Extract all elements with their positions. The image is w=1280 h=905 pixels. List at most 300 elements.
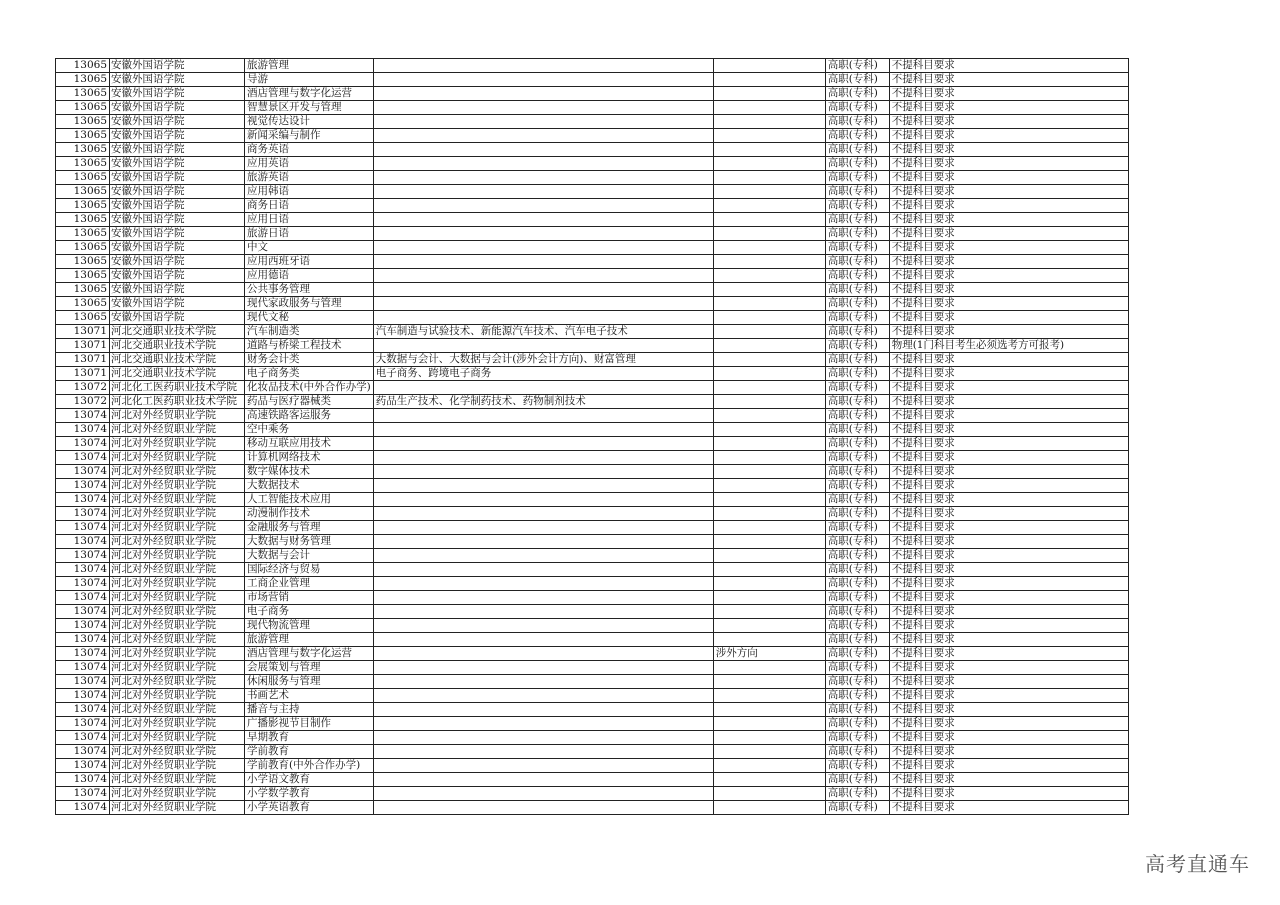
remark-cell — [713, 367, 825, 381]
remark-cell — [713, 773, 825, 787]
subject-requirement-cell: 不提科目要求 — [889, 465, 1128, 479]
table-row — [56, 451, 1129, 465]
remark-cell — [713, 311, 825, 325]
included-majors-cell — [373, 507, 713, 521]
subject-requirement-cell: 不提科目要求 — [889, 661, 1128, 675]
major-name-cell: 学前教育(中外合作办学) — [245, 759, 374, 773]
included-majors-cell — [373, 101, 713, 115]
school-code-cell: 13065 — [56, 171, 110, 185]
school-code-cell: 13074 — [56, 409, 110, 423]
level-cell: 高职(专科) — [825, 129, 889, 143]
school-name-cell: 河北对外经贸职业学院 — [110, 675, 245, 689]
subject-requirement-cell: 不提科目要求 — [889, 353, 1128, 367]
included-majors-cell — [373, 689, 713, 703]
included-majors-cell — [373, 73, 713, 87]
major-name-cell: 应用西班牙语 — [245, 255, 374, 269]
school-name-cell: 安徽外国语学院 — [110, 157, 245, 171]
remark-cell — [713, 745, 825, 759]
major-name-cell: 广播影视节目制作 — [245, 717, 374, 731]
school-code-cell: 13065 — [56, 185, 110, 199]
school-name-cell: 河北对外经贸职业学院 — [110, 731, 245, 745]
level-cell: 高职(专科) — [825, 605, 889, 619]
school-code-cell: 13074 — [56, 703, 110, 717]
major-name-cell: 旅游英语 — [245, 171, 374, 185]
table-body — [56, 59, 1129, 815]
remark-cell — [713, 717, 825, 731]
major-name-cell: 应用英语 — [245, 157, 374, 171]
table-row — [56, 507, 1129, 521]
level-cell: 高职(专科) — [825, 591, 889, 605]
subject-requirement-cell: 不提科目要求 — [889, 171, 1128, 185]
school-code-cell: 13065 — [56, 199, 110, 213]
table-row — [56, 213, 1129, 227]
school-name-cell: 河北化工医药职业技术学院 — [110, 381, 245, 395]
level-cell: 高职(专科) — [825, 241, 889, 255]
included-majors-cell — [373, 227, 713, 241]
school-code-cell: 13074 — [56, 787, 110, 801]
subject-requirement-cell: 不提科目要求 — [889, 619, 1128, 633]
subject-requirement-cell: 不提科目要求 — [889, 591, 1128, 605]
subject-requirement-cell: 不提科目要求 — [889, 801, 1128, 815]
school-code-cell: 13074 — [56, 717, 110, 731]
table-row — [56, 241, 1129, 255]
remark-cell — [713, 633, 825, 647]
remark-cell — [713, 605, 825, 619]
included-majors-cell — [373, 311, 713, 325]
school-code-cell: 13074 — [56, 493, 110, 507]
included-majors-cell — [373, 129, 713, 143]
subject-requirement-cell: 不提科目要求 — [889, 143, 1128, 157]
remark-cell — [713, 199, 825, 213]
level-cell: 高职(专科) — [825, 577, 889, 591]
level-cell: 高职(专科) — [825, 199, 889, 213]
school-code-cell: 13074 — [56, 759, 110, 773]
table-row — [56, 675, 1129, 689]
major-name-cell: 现代家政服务与管理 — [245, 297, 374, 311]
subject-requirement-cell: 不提科目要求 — [889, 745, 1128, 759]
level-cell: 高职(专科) — [825, 339, 889, 353]
remark-cell — [713, 227, 825, 241]
school-code-cell: 13074 — [56, 549, 110, 563]
remark-cell — [713, 591, 825, 605]
school-name-cell: 安徽外国语学院 — [110, 129, 245, 143]
major-name-cell: 新闻采编与制作 — [245, 129, 374, 143]
major-name-cell: 计算机网络技术 — [245, 451, 374, 465]
level-cell: 高职(专科) — [825, 465, 889, 479]
school-code-cell: 13065 — [56, 143, 110, 157]
level-cell: 高职(专科) — [825, 73, 889, 87]
table-row — [56, 255, 1129, 269]
school-name-cell: 安徽外国语学院 — [110, 143, 245, 157]
table-row — [56, 199, 1129, 213]
table-row — [56, 759, 1129, 773]
table-row — [56, 633, 1129, 647]
level-cell: 高职(专科) — [825, 787, 889, 801]
subject-requirement-cell: 不提科目要求 — [889, 773, 1128, 787]
school-name-cell: 河北对外经贸职业学院 — [110, 759, 245, 773]
table-row — [56, 87, 1129, 101]
school-code-cell: 13065 — [56, 59, 110, 73]
included-majors-cell — [373, 241, 713, 255]
major-name-cell: 大数据与会计 — [245, 549, 374, 563]
table-row — [56, 493, 1129, 507]
school-code-cell: 13074 — [56, 451, 110, 465]
school-name-cell: 河北对外经贸职业学院 — [110, 661, 245, 675]
included-majors-cell — [373, 703, 713, 717]
remark-cell — [713, 689, 825, 703]
subject-requirement-cell: 不提科目要求 — [889, 535, 1128, 549]
remark-cell — [713, 759, 825, 773]
major-name-cell: 公共事务管理 — [245, 283, 374, 297]
included-majors-cell — [373, 451, 713, 465]
school-code-cell: 13072 — [56, 381, 110, 395]
subject-requirement-cell: 物理(1门科目考生必须选考方可报考) — [889, 339, 1128, 353]
table-row — [56, 171, 1129, 185]
school-code-cell: 13074 — [56, 577, 110, 591]
subject-requirement-cell: 不提科目要求 — [889, 59, 1128, 73]
subject-requirement-cell: 不提科目要求 — [889, 493, 1128, 507]
school-code-cell: 13065 — [56, 213, 110, 227]
level-cell: 高职(专科) — [825, 773, 889, 787]
included-majors-cell — [373, 255, 713, 269]
remark-cell — [713, 325, 825, 339]
remark-cell — [713, 339, 825, 353]
table-row — [56, 353, 1129, 367]
subject-requirement-cell: 不提科目要求 — [889, 101, 1128, 115]
subject-requirement-cell: 不提科目要求 — [889, 157, 1128, 171]
school-name-cell: 安徽外国语学院 — [110, 185, 245, 199]
table-row — [56, 409, 1129, 423]
subject-requirement-cell: 不提科目要求 — [889, 255, 1128, 269]
table-row — [56, 689, 1129, 703]
remark-cell — [713, 535, 825, 549]
subject-requirement-cell: 不提科目要求 — [889, 675, 1128, 689]
table-row — [56, 787, 1129, 801]
included-majors-cell — [373, 465, 713, 479]
level-cell: 高职(专科) — [825, 185, 889, 199]
remark-cell — [713, 157, 825, 171]
school-code-cell: 13065 — [56, 129, 110, 143]
subject-requirement-cell: 不提科目要求 — [889, 115, 1128, 129]
school-name-cell: 河北对外经贸职业学院 — [110, 493, 245, 507]
school-name-cell: 河北交通职业技术学院 — [110, 353, 245, 367]
subject-requirement-cell: 不提科目要求 — [889, 633, 1128, 647]
subject-requirement-cell: 不提科目要求 — [889, 689, 1128, 703]
subject-requirement-cell: 不提科目要求 — [889, 409, 1128, 423]
school-code-cell: 13074 — [56, 423, 110, 437]
table-row — [56, 115, 1129, 129]
level-cell: 高职(专科) — [825, 633, 889, 647]
level-cell: 高职(专科) — [825, 647, 889, 661]
major-name-cell: 电子商务 — [245, 605, 374, 619]
table-row — [56, 297, 1129, 311]
school-name-cell: 河北对外经贸职业学院 — [110, 773, 245, 787]
included-majors-cell — [373, 717, 713, 731]
remark-cell — [713, 409, 825, 423]
table-row — [56, 157, 1129, 171]
school-code-cell: 13074 — [56, 507, 110, 521]
major-name-cell: 金融服务与管理 — [245, 521, 374, 535]
school-name-cell: 安徽外国语学院 — [110, 199, 245, 213]
school-code-cell: 13074 — [56, 773, 110, 787]
subject-requirement-cell: 不提科目要求 — [889, 731, 1128, 745]
major-name-cell: 小学数学教育 — [245, 787, 374, 801]
school-name-cell: 安徽外国语学院 — [110, 101, 245, 115]
subject-requirement-cell: 不提科目要求 — [889, 521, 1128, 535]
school-name-cell: 河北对外经贸职业学院 — [110, 717, 245, 731]
subject-requirement-cell: 不提科目要求 — [889, 381, 1128, 395]
school-name-cell: 河北化工医药职业技术学院 — [110, 395, 245, 409]
school-code-cell: 13074 — [56, 591, 110, 605]
level-cell: 高职(专科) — [825, 227, 889, 241]
major-name-cell: 酒店管理与数字化运营 — [245, 647, 374, 661]
major-name-cell: 休闲服务与管理 — [245, 675, 374, 689]
included-majors-cell — [373, 535, 713, 549]
school-name-cell: 安徽外国语学院 — [110, 171, 245, 185]
school-name-cell: 河北对外经贸职业学院 — [110, 633, 245, 647]
included-majors-cell — [373, 759, 713, 773]
table-row — [56, 773, 1129, 787]
included-majors-cell — [373, 661, 713, 675]
level-cell: 高职(专科) — [825, 479, 889, 493]
remark-cell — [713, 381, 825, 395]
included-majors-cell — [373, 549, 713, 563]
major-name-cell: 动漫制作技术 — [245, 507, 374, 521]
school-name-cell: 安徽外国语学院 — [110, 311, 245, 325]
subject-requirement-cell: 不提科目要求 — [889, 269, 1128, 283]
subject-requirement-cell: 不提科目要求 — [889, 185, 1128, 199]
remark-cell — [713, 283, 825, 297]
level-cell: 高职(专科) — [825, 801, 889, 815]
major-name-cell: 会展策划与管理 — [245, 661, 374, 675]
level-cell: 高职(专科) — [825, 759, 889, 773]
included-majors-cell — [373, 143, 713, 157]
school-code-cell: 13065 — [56, 87, 110, 101]
remark-cell — [713, 423, 825, 437]
remark-cell — [713, 213, 825, 227]
subject-requirement-cell: 不提科目要求 — [889, 199, 1128, 213]
school-code-cell: 13065 — [56, 241, 110, 255]
school-name-cell: 安徽外国语学院 — [110, 73, 245, 87]
remark-cell — [713, 577, 825, 591]
level-cell: 高职(专科) — [825, 59, 889, 73]
included-majors-cell — [373, 647, 713, 661]
school-name-cell: 安徽外国语学院 — [110, 297, 245, 311]
subject-requirement-cell: 不提科目要求 — [889, 395, 1128, 409]
subject-requirement-cell: 不提科目要求 — [889, 227, 1128, 241]
school-code-cell: 13074 — [56, 633, 110, 647]
level-cell: 高职(专科) — [825, 367, 889, 381]
major-name-cell: 小学英语教育 — [245, 801, 374, 815]
included-majors-cell: 汽车制造与试验技术、新能源汽车技术、汽车电子技术 — [373, 325, 713, 339]
level-cell: 高职(专科) — [825, 409, 889, 423]
school-code-cell: 13065 — [56, 269, 110, 283]
level-cell: 高职(专科) — [825, 269, 889, 283]
major-name-cell: 化妆品技术(中外合作办学) — [245, 381, 374, 395]
remark-cell — [713, 661, 825, 675]
level-cell: 高职(专科) — [825, 101, 889, 115]
subject-requirement-cell: 不提科目要求 — [889, 717, 1128, 731]
school-name-cell: 安徽外国语学院 — [110, 87, 245, 101]
subject-requirement-cell: 不提科目要求 — [889, 241, 1128, 255]
school-name-cell: 安徽外国语学院 — [110, 227, 245, 241]
school-code-cell: 13065 — [56, 255, 110, 269]
subject-requirement-cell: 不提科目要求 — [889, 213, 1128, 227]
remark-cell — [713, 703, 825, 717]
level-cell: 高职(专科) — [825, 563, 889, 577]
table-row — [56, 605, 1129, 619]
subject-requirement-cell: 不提科目要求 — [889, 563, 1128, 577]
major-name-cell: 视觉传达设计 — [245, 115, 374, 129]
remark-cell: 涉外方向 — [713, 647, 825, 661]
level-cell: 高职(专科) — [825, 507, 889, 521]
table-row — [56, 367, 1129, 381]
level-cell: 高职(专科) — [825, 283, 889, 297]
level-cell: 高职(专科) — [825, 689, 889, 703]
school-name-cell: 安徽外国语学院 — [110, 255, 245, 269]
subject-requirement-cell: 不提科目要求 — [889, 647, 1128, 661]
subject-requirement-cell: 不提科目要求 — [889, 437, 1128, 451]
remark-cell — [713, 507, 825, 521]
remark-cell — [713, 787, 825, 801]
remark-cell — [713, 675, 825, 689]
table-row — [56, 437, 1129, 451]
included-majors-cell — [373, 773, 713, 787]
included-majors-cell — [373, 437, 713, 451]
level-cell: 高职(专科) — [825, 423, 889, 437]
remark-cell — [713, 549, 825, 563]
major-name-cell: 智慧景区开发与管理 — [245, 101, 374, 115]
included-majors-cell — [373, 801, 713, 815]
table-row — [56, 577, 1129, 591]
level-cell: 高职(专科) — [825, 437, 889, 451]
subject-requirement-cell: 不提科目要求 — [889, 367, 1128, 381]
included-majors-cell — [373, 619, 713, 633]
level-cell: 高职(专科) — [825, 325, 889, 339]
school-code-cell: 13072 — [56, 395, 110, 409]
subject-requirement-cell: 不提科目要求 — [889, 507, 1128, 521]
school-name-cell: 河北对外经贸职业学院 — [110, 465, 245, 479]
school-name-cell: 河北对外经贸职业学院 — [110, 591, 245, 605]
table-row — [56, 549, 1129, 563]
level-cell: 高职(专科) — [825, 717, 889, 731]
school-name-cell: 河北交通职业技术学院 — [110, 325, 245, 339]
level-cell: 高职(专科) — [825, 703, 889, 717]
major-name-cell: 早期教育 — [245, 731, 374, 745]
major-name-cell: 工商企业管理 — [245, 577, 374, 591]
included-majors-cell — [373, 675, 713, 689]
subject-requirement-cell: 不提科目要求 — [889, 87, 1128, 101]
school-code-cell: 13065 — [56, 157, 110, 171]
table-row — [56, 591, 1129, 605]
included-majors-cell: 药品生产技术、化学制药技术、药物制剂技术 — [373, 395, 713, 409]
remark-cell — [713, 269, 825, 283]
included-majors-cell — [373, 577, 713, 591]
level-cell: 高职(专科) — [825, 661, 889, 675]
major-name-cell: 小学语文教育 — [245, 773, 374, 787]
school-name-cell: 河北对外经贸职业学院 — [110, 703, 245, 717]
level-cell: 高职(专科) — [825, 521, 889, 535]
included-majors-cell — [373, 787, 713, 801]
level-cell: 高职(专科) — [825, 353, 889, 367]
remark-cell — [713, 73, 825, 87]
major-name-cell: 酒店管理与数字化运营 — [245, 87, 374, 101]
subject-requirement-cell: 不提科目要求 — [889, 479, 1128, 493]
remark-cell — [713, 451, 825, 465]
school-code-cell: 13071 — [56, 367, 110, 381]
school-name-cell: 河北对外经贸职业学院 — [110, 689, 245, 703]
school-code-cell: 13074 — [56, 479, 110, 493]
level-cell: 高职(专科) — [825, 381, 889, 395]
subject-requirement-cell: 不提科目要求 — [889, 787, 1128, 801]
major-name-cell: 大数据与财务管理 — [245, 535, 374, 549]
school-code-cell: 13074 — [56, 605, 110, 619]
subject-requirement-cell: 不提科目要求 — [889, 577, 1128, 591]
remark-cell — [713, 297, 825, 311]
subject-requirement-cell: 不提科目要求 — [889, 311, 1128, 325]
school-code-cell: 13074 — [56, 731, 110, 745]
table-row — [56, 465, 1129, 479]
included-majors-cell — [373, 423, 713, 437]
school-name-cell: 河北对外经贸职业学院 — [110, 451, 245, 465]
table-row — [56, 521, 1129, 535]
remark-cell — [713, 801, 825, 815]
school-name-cell: 河北对外经贸职业学院 — [110, 801, 245, 815]
included-majors-cell — [373, 115, 713, 129]
school-code-cell: 13074 — [56, 801, 110, 815]
school-code-cell: 13065 — [56, 73, 110, 87]
table-row — [56, 647, 1129, 661]
table-row — [56, 731, 1129, 745]
school-name-cell: 河北对外经贸职业学院 — [110, 479, 245, 493]
subject-requirement-cell: 不提科目要求 — [889, 73, 1128, 87]
level-cell: 高职(专科) — [825, 493, 889, 507]
school-name-cell: 河北对外经贸职业学院 — [110, 605, 245, 619]
school-code-cell: 13071 — [56, 325, 110, 339]
included-majors-cell — [373, 171, 713, 185]
level-cell: 高职(专科) — [825, 87, 889, 101]
remark-cell — [713, 255, 825, 269]
included-majors-cell — [373, 297, 713, 311]
included-majors-cell — [373, 269, 713, 283]
school-name-cell: 河北对外经贸职业学院 — [110, 549, 245, 563]
level-cell: 高职(专科) — [825, 731, 889, 745]
major-name-cell: 大数据技术 — [245, 479, 374, 493]
subject-requirement-cell: 不提科目要求 — [889, 703, 1128, 717]
table-row — [56, 311, 1129, 325]
major-name-cell: 数字媒体技术 — [245, 465, 374, 479]
school-code-cell: 13065 — [56, 283, 110, 297]
level-cell: 高职(专科) — [825, 745, 889, 759]
remark-cell — [713, 521, 825, 535]
major-name-cell: 播音与主持 — [245, 703, 374, 717]
watermark-text: 高考直通车 — [1145, 852, 1250, 876]
table-row — [56, 101, 1129, 115]
remark-cell — [713, 395, 825, 409]
included-majors-cell — [373, 521, 713, 535]
school-code-cell: 13071 — [56, 339, 110, 353]
school-code-cell: 13065 — [56, 297, 110, 311]
school-name-cell: 河北对外经贸职业学院 — [110, 787, 245, 801]
table-row — [56, 381, 1129, 395]
remark-cell — [713, 619, 825, 633]
remark-cell — [713, 59, 825, 73]
table-row — [56, 283, 1129, 297]
table-row — [56, 325, 1129, 339]
included-majors-cell — [373, 409, 713, 423]
school-code-cell: 13074 — [56, 619, 110, 633]
school-code-cell: 13065 — [56, 101, 110, 115]
